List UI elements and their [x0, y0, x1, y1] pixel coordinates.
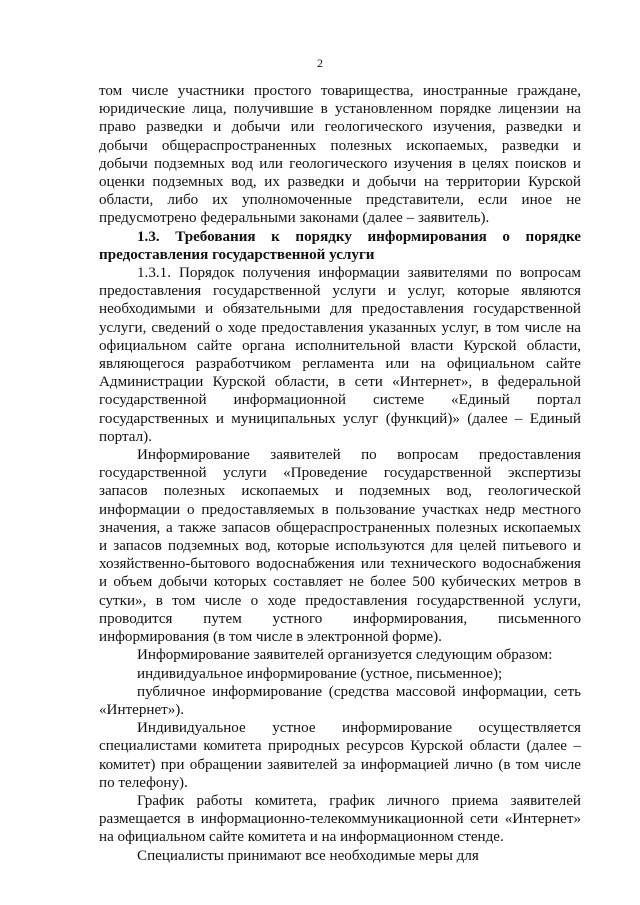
- paragraph: Индивидуальное устное информирование осуществляется специалистами комитета природных ресурсов Курской области (далее – комитет) при обращении заявителей за информацией лично (в том числе по телефону).: [99, 720, 581, 791]
- body-text: [99, 82, 581, 865]
- paragraph: публичное информирование (средства массовой информации, сеть «Интернет»).: [99, 683, 581, 718]
- paragraph: Информирование заявителей организуется следующим образом:: [137, 647, 553, 664]
- paragraph: индивидуальное информирование (устное, письменное);: [137, 665, 503, 682]
- paragraph: Информирование заявителей по вопросам предоставления государственной услуги «Проведение государственной экспертизы запасов полезных ископаемых и подземных вод, геологической информации о предоставляемых в пользование участках недр местного значения, а также запасов общераспространенных полезных ископаемых и запасов подземных вод, которые используются для целей питьевого и хозяйственно-бытового водоснабжения или технического водоснабжения и объем добычи которых составляет не более 500 кубических метров в сутки», в том числе о ходе предоставления государственной услуги, проводится путем устного информирования, письменного информирования (в том числе в электронной форме).: [99, 447, 581, 646]
- section-heading: 1.3. Требования к порядку информирования о порядке предоставления государственной услуги: [99, 228, 581, 263]
- paragraph: 1.3.1. Порядок получения информации заявителями по вопросам предоставления государственной услуги и услуг, которые являются необходимыми и обязательными для предоставления государственной услуги, сведений о ходе предоставления указанных услуг, в том числе на официальном сайте органа исполнительной власти Курской области, являющегося разработчиком регламента или на официальном сайте Администрации Курской области, в сети «Интернет», в федеральной государственной информационной системе «Единый портал государственных и муниципальных услуг (функций)» (далее – Единый портал).: [99, 265, 581, 445]
- paragraph: Специалисты принимают все необходимые меры для: [137, 847, 479, 864]
- paragraph: том числе участники простого товарищества, иностранные граждане, юридические лица, получившие в установленном порядке лицензии на право разведки и добычи или геологического изучения, разведки и добычи общераспространенных полезных ископаемых, разведки и добычи подземных вод или геологического изучения в целях поисков и оценки подземных вод, их разведки и добычи на территории Курской области, либо их уполномоченные представители, если иное не предусмотрено федеральными законами (далее – заявитель).: [99, 83, 581, 227]
- page-number: 2: [317, 56, 323, 70]
- paragraph: График работы комитета, график личного приема заявителей размещается в информационно-телекоммуникационной сети «Интернет» на официальном сайте комитета и на информационном стенде.: [99, 792, 581, 846]
